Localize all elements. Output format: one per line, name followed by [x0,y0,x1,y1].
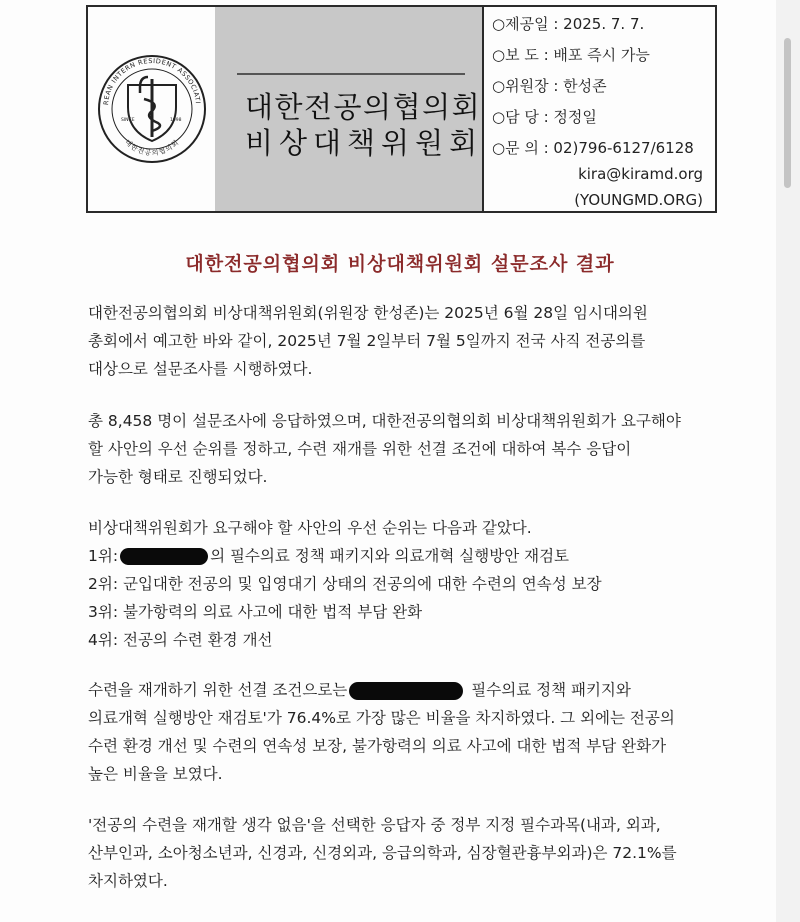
logo-bottom-text: 대한전공의협의회 [123,138,181,158]
precondition-prefix: 수련을 재개하기 위한 선결 조건으로는 [88,681,348,699]
org-title-line1: 대한전공의협의회 [245,90,482,124]
text-line: 산부인과, 소아청소년과, 신경과, 신경외과, 응급의학과, 심장혈관흉부외과)은 72.1%를 [88,844,677,862]
paragraph-respondents [88,407,728,491]
rank1-prefix: 1위: [88,547,119,565]
priority-rank-1 [88,542,728,570]
redaction-mark [349,682,463,700]
text-line: 대상으로 설문조사를 시행하였다. [88,360,313,378]
priority-rank-4: 4위: 전공의 수련 환경 개선 [88,631,273,649]
info-contact-person: ○담 당 : 정정일 [492,108,597,126]
paragraph-survey-overview [88,299,728,383]
priority-list [88,514,728,654]
text-line: 할 사안의 우선 순위를 정하고, 수련 재개를 위한 선결 조건에 대하여 복수 응답이 [88,440,632,458]
logo-since-year: 1998 [170,118,182,123]
text-line: 대한전공의협의회 비상대책위원회(위원장 한성존)는 2025년 6월 28일 임시대의원 [88,304,648,322]
priority-intro: 비상대책위원회가 요구해야 할 사안의 우선 순위는 다음과 같았다. [88,519,532,537]
info-inquiry: ○문 의 : 02)796-6127/6128 [492,139,694,157]
info-date: ○제공일 : 2025. 7. 7. [492,15,645,33]
text-line: 가능한 형태로 진행되었다. [88,468,268,486]
org-title-cell [215,7,484,211]
text-line: 총회에서 예고한 바와 같이, 2025년 7월 2일부터 7월 5일까지 전국 사직 전공의를 [88,332,646,350]
paragraph-preconditions [88,676,728,788]
text-line: 의료개혁 실행방안 재검토'가 76.4%로 가장 많은 비율을 차지하였다. 그 외에는 전공의 [88,709,675,727]
rank1-suffix: 의 필수의료 정책 패키지와 의료개혁 실행방안 재검토 [210,547,570,565]
text-line: 총 8,458 명이 설문조사에 응답하였으며, 대한전공의협의회 비상대책위원회가 요구해야 [88,412,681,430]
org-title [245,89,484,161]
logo-arc-text: REAN INTERN RESIDENT ASSOCIATI [101,56,202,106]
press-release-header [86,5,717,213]
paragraph-no-return [88,811,728,895]
document-title: 대한전공의협의회 비상대책위원회 설문조사 결과 [185,253,615,275]
priority-rank-2: 2위: 군입대한 전공의 및 입영대기 상태의 전공의에 대한 수련의 연속성 보장 [88,575,602,593]
info-report: ○보 도 : 배포 즉시 가능 [492,46,650,64]
text-line: '전공의 수련을 재개할 생각 없음'을 선택한 응답자 중 정부 지정 필수과목(내과, 외과, [88,816,661,834]
text-line: 차지하였다. [88,872,168,890]
text-line [88,676,728,704]
association-logo-icon [88,7,215,211]
redaction-mark [120,548,208,565]
logo-cell [88,7,217,211]
info-email: kira@kiramd.org [578,165,703,183]
priority-rank-3: 3위: 불가항력의 의료 사고에 대한 법적 부담 완화 [88,603,423,621]
title-divider [237,73,465,75]
precondition-suffix: 필수의료 정책 패키지와 [471,681,631,699]
org-title-line2: 비상대책위원회 [245,126,484,160]
vertical-scrollbar[interactable] [776,0,800,922]
info-website: (YOUNGMD.ORG) [574,191,703,209]
scrollbar-thumb[interactable] [784,38,791,188]
contact-info-cell [484,7,715,211]
text-line: 수련 환경 개선 및 수련의 연속성 보장, 불가항력의 의료 사고에 대한 법적 부담 완화가 [88,737,667,755]
info-chair: ○위원장 : 한성존 [492,77,607,95]
text-line: 높은 비율을 보였다. [88,765,223,783]
logo-since-label: SINCE [121,118,135,123]
